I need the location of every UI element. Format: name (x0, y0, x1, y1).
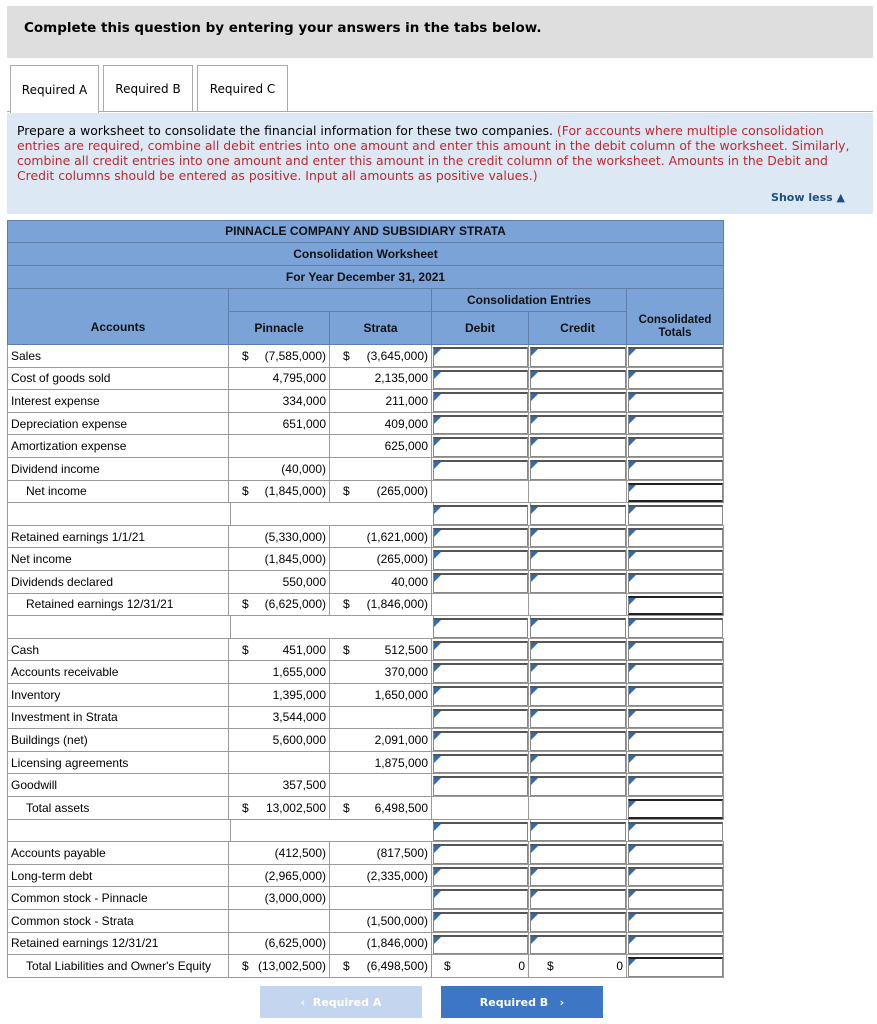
pinnacle-amount: 13,002,500 (265, 800, 326, 815)
col-header-consolidation-entries: Consolidation Entries (432, 289, 627, 312)
credit-total (529, 955, 627, 978)
row-label: Licensing agreements (7, 752, 229, 775)
show-less-link[interactable]: Show less ▲ (771, 191, 845, 204)
currency-symbol: $ (242, 597, 249, 612)
credit-input[interactable] (530, 573, 626, 593)
instructions-main: Prepare a worksheet to consolidate the financial information for these two companies. (17, 123, 553, 138)
total-input[interactable] (628, 618, 723, 638)
credit-cell (529, 797, 627, 820)
pinnacle-amount: 1,395,000 (272, 687, 326, 702)
debit-input[interactable] (433, 731, 528, 751)
total-input[interactable] (628, 392, 723, 412)
strata-amount: 625,000 (384, 439, 428, 454)
row-label: Retained earnings 12/31/21 (7, 594, 229, 617)
strata-amount: (1,846,000) (366, 936, 428, 951)
row-label: Interest expense (7, 390, 229, 413)
strata-value (330, 435, 432, 458)
total-input[interactable] (628, 437, 723, 457)
tab-required-a[interactable]: Required A (10, 65, 99, 113)
col-header-debit: Debit (432, 312, 529, 345)
strata-value (330, 661, 432, 684)
credit-input[interactable] (530, 460, 626, 480)
strata-amount: (2,335,000) (366, 868, 428, 883)
currency-symbol: $ (343, 800, 350, 815)
credit-input[interactable] (530, 912, 626, 932)
pinnacle-value (229, 774, 330, 797)
cell-divider (230, 820, 231, 842)
tab-required-b[interactable]: Required B (103, 65, 193, 111)
pinnacle-amount: 1,655,000 (272, 665, 326, 680)
credit-input[interactable] (530, 822, 626, 842)
row-label: Cash (7, 639, 229, 662)
debit-input[interactable] (433, 573, 528, 593)
total-input[interactable] (628, 505, 723, 525)
strata-amount: 409,000 (384, 416, 428, 431)
question-header-text: Complete this question by entering your answers in the tabs below. (24, 20, 542, 36)
credit-input[interactable] (530, 709, 626, 729)
worksheet-title1: PINNACLE COMPANY AND SUBSIDIARY STRATA (7, 220, 724, 243)
debit-input[interactable] (433, 370, 528, 390)
currency-symbol: $ (343, 958, 350, 973)
currency-symbol: $ (242, 958, 249, 973)
pinnacle-value (229, 481, 330, 504)
debit-input[interactable] (433, 641, 528, 661)
pinnacle-value (229, 707, 330, 730)
pinnacle-value (229, 390, 330, 413)
currency-symbol: $ (343, 597, 350, 612)
total-input[interactable] (628, 844, 723, 864)
strata-value (330, 481, 432, 504)
strata-amount: (3,645,000) (366, 348, 428, 363)
pinnacle-amount: (13,002,500) (257, 958, 326, 973)
pinnacle-amount: 3,544,000 (272, 710, 326, 725)
total-input[interactable] (628, 663, 723, 683)
strata-amount: 1,875,000 (374, 755, 428, 770)
debit-cell (432, 797, 529, 820)
chevron-right-icon: › (548, 995, 565, 1009)
strata-amount: 6,498,500 (374, 800, 428, 815)
pinnacle-value (229, 933, 330, 956)
strata-value (330, 729, 432, 752)
credit-input[interactable] (530, 754, 626, 774)
consolidated-total-input[interactable] (628, 596, 723, 616)
col-header-strata: Strata (330, 312, 432, 345)
credit-input[interactable] (530, 505, 626, 525)
instructions-note: (For accounts where multiple consolidation entries are required, combine all debit entries into one amount and enter this amount in the debit column of the worksheet. Similarly, combine all credit entries into one amount and enter this amount in the credit column of the worksheet. Amounts in the Debit and Credit columns should be entered as positive. Input all amounts as positive values.) (17, 123, 850, 183)
pinnacle-value (229, 571, 330, 594)
currency-symbol: $ (547, 958, 554, 973)
row-label: Sales (7, 345, 229, 368)
next-button-required-b[interactable]: Required B › (441, 986, 603, 1018)
worksheet-title2: Consolidation Worksheet (7, 243, 724, 266)
total-input[interactable] (628, 776, 723, 796)
credit-input[interactable] (530, 889, 626, 909)
debit-input[interactable] (433, 505, 528, 525)
debit-input[interactable] (433, 528, 528, 548)
strata-value (330, 707, 432, 730)
pinnacle-value (229, 955, 330, 978)
currency-symbol: $ (343, 484, 350, 499)
col-header-spacer (229, 289, 432, 312)
row-label: Buildings (net) (7, 729, 229, 752)
pinnacle-amount: (6,625,000) (264, 597, 326, 612)
total-input[interactable] (628, 370, 723, 390)
strata-value (330, 774, 432, 797)
total-input[interactable] (628, 347, 723, 367)
pinnacle-amount: 357,500 (282, 778, 326, 793)
row-label: Accounts receivable (7, 661, 229, 684)
row-label: Investment in Strata (7, 707, 229, 730)
debit-total-amount: 0 (518, 958, 525, 973)
debit-input[interactable] (433, 935, 528, 955)
row-label: Common stock - Strata (7, 910, 229, 933)
row-label: Accounts payable (7, 842, 229, 865)
pinnacle-value (229, 752, 330, 775)
debit-input[interactable] (433, 618, 528, 638)
pinnacle-value (229, 435, 330, 458)
pinnacle-amount: 4,795,000 (272, 371, 326, 386)
pinnacle-amount: 550,000 (282, 574, 326, 589)
credit-input[interactable] (530, 844, 626, 864)
row-label: Depreciation expense (7, 413, 229, 436)
strata-value (330, 594, 432, 617)
credit-cell (529, 481, 627, 504)
pinnacle-value (229, 413, 330, 436)
row-label: Total assets (7, 797, 229, 820)
debit-input[interactable] (433, 437, 528, 457)
credit-input[interactable] (530, 867, 626, 887)
pinnacle-value (229, 594, 330, 617)
strata-value (330, 390, 432, 413)
cell-divider (230, 616, 231, 638)
strata-value (330, 684, 432, 707)
pinnacle-amount: (1,845,000) (264, 484, 326, 499)
row-label: Goodwill (7, 774, 229, 797)
total-input[interactable] (628, 754, 723, 774)
triangle-up-icon: ▲ (836, 191, 845, 204)
pinnacle-amount: 451,000 (282, 642, 326, 657)
pinnacle-value (229, 661, 330, 684)
total-input[interactable] (628, 641, 723, 661)
row-label: Net income (7, 548, 229, 571)
currency-symbol: $ (242, 348, 249, 363)
pinnacle-value (229, 865, 330, 888)
debit-input[interactable] (433, 686, 528, 706)
credit-input[interactable] (530, 437, 626, 457)
currency-symbol: $ (242, 484, 249, 499)
debit-input[interactable] (433, 912, 528, 932)
pinnacle-value (229, 548, 330, 571)
pinnacle-value (229, 368, 330, 391)
total-input[interactable] (628, 935, 723, 955)
strata-amount: (1,500,000) (366, 913, 428, 928)
strata-value (330, 639, 432, 662)
row-label: Dividends declared (7, 571, 229, 594)
strata-value (330, 413, 432, 436)
strata-value (330, 955, 432, 978)
question-header (7, 6, 873, 58)
pinnacle-amount: (7,585,000) (264, 348, 326, 363)
currency-symbol: $ (242, 800, 249, 815)
strata-amount: 40,000 (391, 574, 428, 589)
cell-divider (230, 503, 231, 525)
strata-value (330, 458, 432, 481)
total-input[interactable] (628, 867, 723, 887)
credit-input[interactable] (530, 550, 626, 570)
row-label: Dividend income (7, 458, 229, 481)
pinnacle-value (229, 842, 330, 865)
debit-input[interactable] (433, 867, 528, 887)
debit-total (432, 955, 529, 978)
credit-input[interactable] (530, 528, 626, 548)
col-header-accounts: Accounts (7, 289, 229, 345)
pinnacle-value (229, 684, 330, 707)
row-label: Retained earnings 12/31/21 (7, 933, 229, 956)
strata-value (330, 910, 432, 933)
pinnacle-amount: 651,000 (282, 416, 326, 431)
total-input[interactable] (628, 415, 723, 435)
row-label: Long-term debt (7, 865, 229, 888)
strata-value (330, 548, 432, 571)
pinnacle-value (229, 345, 330, 368)
strata-value (330, 571, 432, 594)
strata-value (330, 865, 432, 888)
col-header-pinnacle: Pinnacle (229, 312, 330, 345)
strata-amount: (1,621,000) (366, 529, 428, 544)
debit-input[interactable] (433, 889, 528, 909)
credit-input[interactable] (530, 392, 626, 412)
pinnacle-amount: (1,845,000) (264, 552, 326, 567)
pinnacle-amount: 5,600,000 (272, 732, 326, 747)
debit-input[interactable] (433, 776, 528, 796)
pinnacle-amount: 334,000 (282, 393, 326, 408)
strata-amount: 370,000 (384, 665, 428, 680)
pinnacle-amount: (6,625,000) (264, 936, 326, 951)
pinnacle-amount: (3,000,000) (264, 891, 326, 906)
total-input[interactable] (628, 709, 723, 729)
row-label: Retained earnings 1/1/21 (7, 526, 229, 549)
total-input[interactable] (628, 550, 723, 570)
total-input[interactable] (628, 889, 723, 909)
debit-input[interactable] (433, 347, 528, 367)
currency-symbol: $ (343, 642, 350, 657)
row-label: Amortization expense (7, 435, 229, 458)
consolidated-total-input[interactable] (628, 483, 723, 503)
credit-input[interactable] (530, 641, 626, 661)
credit-input[interactable] (530, 935, 626, 955)
strata-amount: 2,135,000 (374, 371, 428, 386)
strata-value (330, 526, 432, 549)
row-label: Total Liabilities and Owner's Equity (7, 955, 229, 978)
strata-amount: 2,091,000 (374, 732, 428, 747)
debit-input[interactable] (433, 822, 528, 842)
credit-input[interactable] (530, 686, 626, 706)
prev-button-required-a[interactable]: ‹ Required A (260, 986, 422, 1018)
strata-amount: 1,650,000 (374, 687, 428, 702)
strata-amount: (6,498,500) (366, 958, 428, 973)
total-input[interactable] (628, 460, 723, 480)
total-input[interactable] (628, 528, 723, 548)
pinnacle-value (229, 526, 330, 549)
pinnacle-amount: (412,500) (274, 845, 326, 860)
credit-input[interactable] (530, 731, 626, 751)
col-header-credit: Credit (529, 312, 627, 345)
strata-value (330, 797, 432, 820)
pinnacle-value (229, 887, 330, 910)
instructions-panel (7, 113, 873, 214)
strata-value (330, 933, 432, 956)
pinnacle-value (229, 797, 330, 820)
strata-amount: (817,500) (376, 845, 428, 860)
debit-input[interactable] (433, 415, 528, 435)
pinnacle-value (229, 458, 330, 481)
pinnacle-amount: (40,000) (281, 461, 326, 476)
total-input[interactable] (628, 686, 723, 706)
credit-input[interactable] (530, 663, 626, 683)
worksheet-title3: For Year December 31, 2021 (7, 266, 724, 289)
strata-value (330, 345, 432, 368)
strata-amount: (265,000) (376, 484, 428, 499)
total-input[interactable] (628, 822, 723, 842)
tab-required-c[interactable]: Required C (197, 65, 288, 111)
total-input[interactable] (628, 573, 723, 593)
credit-input[interactable] (530, 618, 626, 638)
debit-input[interactable] (433, 663, 528, 683)
col-header-consolidated-totals: Consolidated Totals (627, 289, 724, 345)
currency-symbol: $ (242, 642, 249, 657)
credit-total-amount: 0 (616, 958, 623, 973)
credit-input[interactable] (530, 347, 626, 367)
total-input[interactable] (628, 731, 723, 751)
debit-input[interactable] (433, 392, 528, 412)
strata-value (330, 752, 432, 775)
credit-input[interactable] (530, 415, 626, 435)
strata-amount: 211,000 (385, 393, 428, 408)
debit-input[interactable] (433, 844, 528, 864)
credit-input[interactable] (530, 776, 626, 796)
row-label: Net income (7, 481, 229, 504)
strata-amount: (265,000) (376, 552, 428, 567)
pinnacle-value (229, 729, 330, 752)
currency-symbol: $ (343, 348, 350, 363)
debit-cell (432, 481, 529, 504)
debit-input[interactable] (433, 550, 528, 570)
row-label: Cost of goods sold (7, 368, 229, 391)
total-input[interactable] (628, 912, 723, 932)
row-label: Inventory (7, 684, 229, 707)
row-label: Common stock - Pinnacle (7, 887, 229, 910)
credit-input[interactable] (530, 370, 626, 390)
consolidated-total-input[interactable] (628, 957, 723, 977)
currency-symbol: $ (444, 958, 451, 973)
strata-value (330, 368, 432, 391)
strata-amount: 512,500 (384, 642, 428, 657)
debit-input[interactable] (433, 754, 528, 774)
debit-input[interactable] (433, 460, 528, 480)
pinnacle-value (229, 910, 330, 933)
strata-value (330, 887, 432, 910)
consolidated-total-input[interactable] (628, 799, 723, 819)
strata-value (330, 842, 432, 865)
chevron-left-icon: ‹ (300, 995, 313, 1009)
debit-input[interactable] (433, 709, 528, 729)
debit-cell (432, 594, 529, 617)
strata-amount: (1,846,000) (366, 597, 428, 612)
tab-divider (7, 111, 873, 112)
credit-cell (529, 594, 627, 617)
pinnacle-amount: (5,330,000) (264, 529, 326, 544)
pinnacle-value (229, 639, 330, 662)
pinnacle-amount: (2,965,000) (264, 868, 326, 883)
